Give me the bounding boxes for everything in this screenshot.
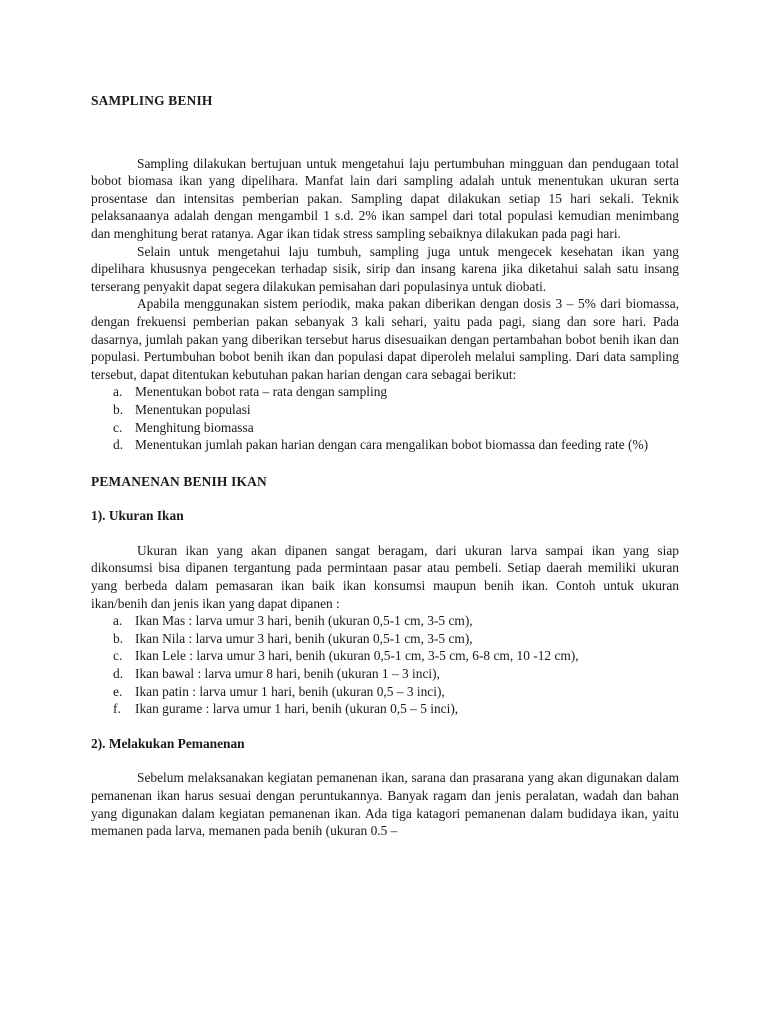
list-item: a. Menentukan bobot rata – rata dengan sampling	[113, 384, 388, 400]
list-item: e. Ikan patin : larva umur 1 hari, benih (ukuran 0,5 – 3 inci),	[113, 683, 445, 699]
sampling-steps-list	[91, 383, 679, 453]
sampling-paragraph-1: Sampling dilakukan bertujuan untuk mengetahui laju pertumbuhan mingguan dan pendugaan total bobot biomasa ikan yang dipelihara. Manfat lain dari sampling adalah untuk menentukan ukuran serta prosentase dan intensitas pemberian pakan. Sampling dapat dilakukan setiap 15 hari sekali. Teknik pelaksanaanya adalah dengan mengambil 1 s.d. 2% ikan sampel dari total populasi kemudian menimbang dan menghitung berat ratanya. Agar ikan tidak stress sampling sebaiknya dilakukan pada pagi hari.	[91, 155, 679, 241]
section-title-pemanenan: PEMANENAN BENIH IKAN	[91, 473, 267, 489]
list-item: f. Ikan gurame : larva umur 1 hari, benih (ukuran 0,5 – 5 inci),	[113, 701, 459, 717]
ukuran-ikan-paragraph: Ukuran ikan yang akan dipanen sangat beragam, dari ukuran larva sampai ikan yang siap dikonsumsi bisa dipanen tergantung pada permintaan pasar atau pembeli. Setiap daerah memiliki ukuran yang berbeda dalam pemasaran ikan baik ikan konsumsi maupun benih ikan. Contoh untuk ukuran ikan/benih dan jenis ikan yang dapat dipanen :	[91, 542, 679, 611]
list-item: b. Menentukan populasi	[113, 401, 251, 417]
subsection-title-melakukan-pemanenan: 2). Melakukan Pemanenan	[91, 735, 245, 751]
sampling-paragraph-3: Apabila menggunakan sistem periodik, maka pakan diberikan dengan dosis 3 – 5% dari biomassa, dengan frekuensi pemberian pakan sebanyak 3 kali sehari, yaitu pada pagi, siang dan sore hari. Pada dasarnya, jumlah pakan yang diberikan tersebut harus disesuaikan dengan pertambahan bobot benih ikan dan populasi. Pertumbuhan bobot benih ikan dan populasi dapat diperoleh melalui sampling. Dari data sampling tersebut, dapat ditentukan kebutuhan pakan harian dengan cara sebagai berikut:	[91, 296, 679, 382]
document-page	[91, 92, 679, 840]
list-item: b. Ikan Nila : larva umur 3 hari, benih (ukuran 0,5-1 cm, 3-5 cm),	[113, 630, 473, 646]
melakukan-pemanenan-paragraph: Sebelum melaksanakan kegiatan pemanenan ikan, sarana dan prasarana yang akan digunakan dalam pemanenan ikan harus sesuai dengan peruntukannya. Banyak ragam dan jenis peralatan, wadah dan bahan yang digunakan dalam kegiatan pemanenan ikan. Ada tiga katagori pemanenan dalam budidaya ikan, yaitu memanen pada larva, memanen pada benih (ukuran 0.5 –	[91, 770, 679, 839]
list-item: d. Ikan bawal : larva umur 8 hari, benih (ukuran 1 – 3 inci),	[113, 666, 440, 682]
fish-size-list	[91, 612, 679, 718]
list-item: d. Menentukan jumlah pakan harian dengan cara mengalikan bobot biomassa dan feeding rate (%)	[113, 437, 649, 453]
sampling-paragraph-2: Selain untuk mengetahui laju tumbuh, sampling juga untuk mengecek kesehatan ikan yang dipelihara khususnya pengecekan terhadap sisik, sirip dan insang karena jika diketahui salah satu insang terserang penyakit dapat segera dilakukan pemisahan dari populasinya untuk diobati.	[91, 243, 679, 294]
list-item: c. Ikan Lele : larva umur 3 hari, benih (ukuran 0,5-1 cm, 3-5 cm, 6-8 cm, 10 -12 cm),	[113, 648, 579, 664]
list-item: a. Ikan Mas : larva umur 3 hari, benih (ukuran 0,5-1 cm, 3-5 cm),	[113, 613, 473, 629]
list-item: c. Menghitung biomassa	[113, 419, 254, 435]
section-title-sampling: SAMPLING BENIH	[91, 93, 213, 108]
subsection-title-ukuran-ikan: 1). Ukuran Ikan	[91, 508, 184, 524]
